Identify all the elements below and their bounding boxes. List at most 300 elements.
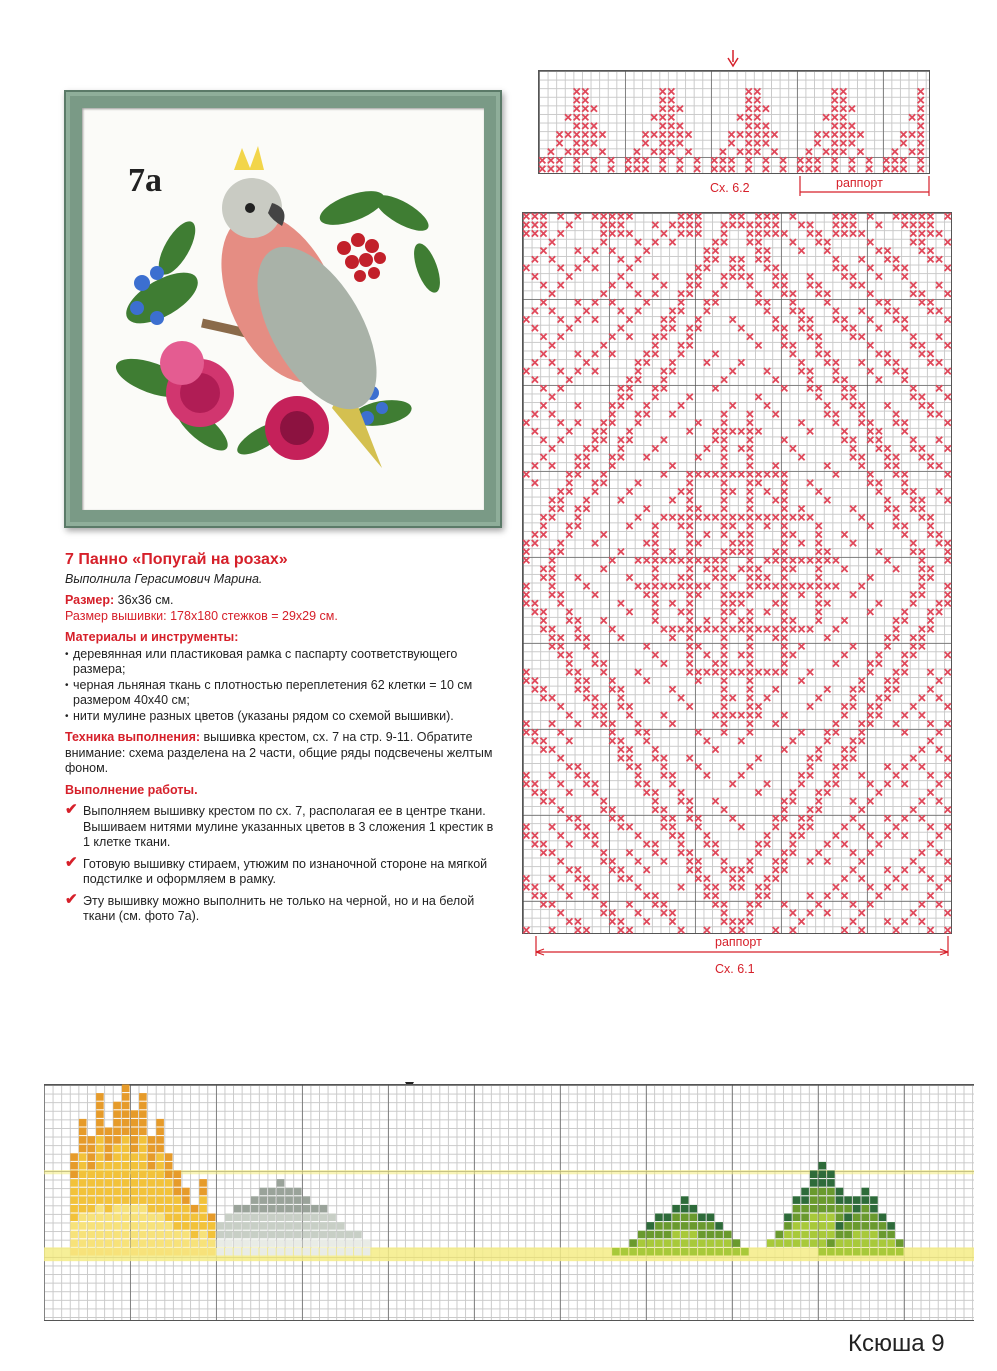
leaf-stitch [647,1231,655,1239]
leaf-stitch [733,1239,741,1247]
flame-stitch [79,1119,87,1127]
flame-stitch [70,1239,78,1247]
flame-stitch [113,1248,121,1256]
list-item: • деревянная или пластиковая рамка с паспарту соответствующего размера; [65,647,501,678]
leaf-stitch [621,1248,629,1256]
stone-stitch [260,1239,268,1247]
flame-stitch [70,1222,78,1230]
leaf-stitch [793,1196,801,1204]
flame-stitch [122,1179,130,1187]
flame-stitch [105,1248,113,1256]
flame-stitch [79,1136,87,1144]
flame-stitch [174,1214,182,1222]
stone-stitch [320,1222,328,1230]
flame-stitch [182,1222,190,1230]
stone-stitch [277,1214,285,1222]
stone-stitch [260,1231,268,1239]
leaf-stitch [844,1239,852,1247]
stone-stitch [242,1214,250,1222]
flame-stitch [79,1162,87,1170]
flame-stitch [174,1205,182,1213]
stone-stitch [251,1239,259,1247]
stone-stitch [268,1196,276,1204]
flame-stitch [139,1231,147,1239]
leaf-stitch [810,1205,818,1213]
leaf-stitch [879,1231,887,1239]
leaf-stitch [827,1222,835,1230]
stone-stitch [260,1188,268,1196]
flame-stitch [182,1188,190,1196]
photo-label: 7a [128,162,162,199]
flame-stitch [148,1171,156,1179]
flame-stitch [122,1239,130,1247]
flame-stitch [79,1222,87,1230]
flame-stitch [79,1248,87,1256]
stone-stitch [260,1205,268,1213]
leaf-stitch [690,1222,698,1230]
flame-stitch [156,1239,164,1247]
flame-stitch [88,1171,96,1179]
leaf-stitch [690,1239,698,1247]
flame-stitch [105,1179,113,1187]
flame-stitch [148,1162,156,1170]
leaf-stitch [819,1162,827,1170]
leaf-stitch [827,1214,835,1222]
leaf-stitch [827,1196,835,1204]
stone-stitch [311,1222,319,1230]
stone-stitch [320,1239,328,1247]
flame-stitch [88,1153,96,1161]
leaf-stitch [664,1239,672,1247]
chart-6-1-repeat-label: раппорт [715,935,762,949]
leaf-stitch [707,1239,715,1247]
stone-stitch [277,1239,285,1247]
stone-stitch [328,1222,336,1230]
flame-stitch [139,1145,147,1153]
leaf-stitch [715,1222,723,1230]
flame-stitch [96,1239,104,1247]
leaf-stitch [819,1231,827,1239]
stone-stitch [294,1222,302,1230]
leaf-stitch [784,1222,792,1230]
stone-stitch [303,1214,311,1222]
flame-stitch [174,1179,182,1187]
stone-stitch [217,1239,225,1247]
flame-stitch [113,1179,121,1187]
flame-stitch [131,1205,139,1213]
leaf-stitch [810,1239,818,1247]
flame-stitch [139,1205,147,1213]
stone-stitch [268,1188,276,1196]
leaf-stitch [629,1248,637,1256]
flame-stitch [191,1222,199,1230]
flame-stitch [122,1119,130,1127]
flame-stitch [165,1239,173,1247]
leaf-stitch [862,1205,870,1213]
flame-stitch [174,1196,182,1204]
leaf-stitch [887,1239,895,1247]
flame-stitch [96,1205,104,1213]
flame-stitch [88,1239,96,1247]
work-heading: Выполнение работы. [65,782,198,797]
flame-stitch [156,1222,164,1230]
leaf-stitch [655,1248,663,1256]
flame-stitch [148,1188,156,1196]
leaf-stitch [698,1231,706,1239]
flame-stitch [165,1222,173,1230]
stone-stitch [251,1205,259,1213]
flame-stitch [113,1171,121,1179]
leaf-stitch [819,1171,827,1179]
leaf-stitch [827,1179,835,1187]
flame-stitch [191,1205,199,1213]
flame-stitch [148,1248,156,1256]
flame-stitch [199,1222,207,1230]
flame-stitch [122,1110,130,1118]
flame-stitch [165,1188,173,1196]
stone-stitch [328,1248,336,1256]
leaf-stitch [664,1222,672,1230]
stone-stitch [242,1205,250,1213]
stone-stitch [277,1222,285,1230]
flame-stitch [122,1085,130,1093]
stone-stitch [346,1231,354,1239]
flame-stitch [88,1179,96,1187]
chart-6-2-repeat-label: раппорт [836,176,883,190]
leaf-stitch [853,1231,861,1239]
leaf-stitch [681,1231,689,1239]
flame-stitch [113,1196,121,1204]
leaf-stitch [844,1231,852,1239]
stone-stitch [285,1188,293,1196]
leaf-stitch [715,1239,723,1247]
flame-stitch [156,1162,164,1170]
stone-stitch [285,1231,293,1239]
flame-stitch [88,1145,96,1153]
stone-stitch [260,1222,268,1230]
stone-stitch [268,1239,276,1247]
stone-stitch [217,1231,225,1239]
leaf-stitch [784,1231,792,1239]
leaf-stitch [810,1171,818,1179]
flame-stitch [88,1205,96,1213]
stone-stitch [303,1196,311,1204]
flame-stitch [165,1153,173,1161]
flame-stitch [131,1128,139,1136]
leaf-stitch [715,1248,723,1256]
flame-stitch [199,1205,207,1213]
stone-stitch [285,1239,293,1247]
flame-stitch [174,1239,182,1247]
flame-stitch [70,1179,78,1187]
flame-stitch [156,1145,164,1153]
leaf-stitch [819,1214,827,1222]
flame-stitch [165,1179,173,1187]
flame-stitch [122,1205,130,1213]
flame-stitch [156,1196,164,1204]
stone-stitch [242,1231,250,1239]
flame-stitch [156,1205,164,1213]
flame-stitch [105,1214,113,1222]
flame-stitch [148,1196,156,1204]
flame-stitch [70,1214,78,1222]
leaf-stitch [724,1239,732,1247]
leaf-stitch [819,1248,827,1256]
stone-stitch [225,1231,233,1239]
leaf-stitch [853,1196,861,1204]
stone-stitch [268,1205,276,1213]
leaf-stitch [638,1239,646,1247]
check-icon: ✔ [65,801,78,818]
leaf-stitch [801,1239,809,1247]
leaf-stitch [879,1222,887,1230]
leaf-stitch [681,1196,689,1204]
leaf-stitch [836,1231,844,1239]
flame-stitch [156,1128,164,1136]
flame-stitch [113,1214,121,1222]
flame-stitch [79,1196,87,1204]
leaf-stitch [853,1214,861,1222]
flame-stitch [88,1231,96,1239]
leaf-stitch [681,1222,689,1230]
stone-stitch [268,1248,276,1256]
flame-stitch [139,1248,147,1256]
flame-stitch [88,1248,96,1256]
leaf-stitch [801,1196,809,1204]
flame-stitch [139,1093,147,1101]
leaf-stitch [810,1231,818,1239]
technique-label: Техника выполнения: [65,730,201,744]
flame-stitch [148,1239,156,1247]
technique-text: вышивка крестом, сх. 7 на стр. 9-11. Обратите внимание: схема разделена на 2 части, общие ряды подсвечены желтым фоном. [65,730,493,775]
flame-stitch [174,1188,182,1196]
flame-stitch [199,1239,207,1247]
leaf-stitch [672,1239,680,1247]
flame-stitch [148,1153,156,1161]
flame-stitch [88,1196,96,1204]
flame-stitch [131,1188,139,1196]
step-text: Готовую вышивку стираем, утюжим по изнаночной стороне на мягкой подстилке и оформляем в рамку. [83,856,488,886]
stone-stitch [285,1214,293,1222]
leaf-stitch [896,1239,904,1247]
flame-stitch [139,1162,147,1170]
leaf-stitch [690,1231,698,1239]
leaf-stitch [664,1214,672,1222]
leaf-stitch [638,1248,646,1256]
stone-stitch [320,1214,328,1222]
flame-stitch [156,1136,164,1144]
stone-stitch [337,1231,345,1239]
leaf-stitch [647,1248,655,1256]
stone-stitch [268,1222,276,1230]
stone-stitch [234,1248,242,1256]
flame-stitch [122,1214,130,1222]
flame-stitch [113,1188,121,1196]
flame-stitch [122,1196,130,1204]
leaf-stitch [784,1214,792,1222]
stone-stitch [337,1248,345,1256]
leaf-stitch [655,1231,663,1239]
leaf-stitch [862,1248,870,1256]
leaf-stitch [655,1222,663,1230]
flame-stitch [113,1205,121,1213]
stone-stitch [311,1214,319,1222]
flame-stitch [148,1145,156,1153]
flame-stitch [122,1171,130,1179]
flame-stitch [199,1231,207,1239]
stone-stitch [234,1222,242,1230]
leaf-stitch [853,1222,861,1230]
flame-stitch [139,1188,147,1196]
flame-stitch [156,1248,164,1256]
stone-stitch [303,1248,311,1256]
leaf-stitch [862,1222,870,1230]
flame-stitch [131,1248,139,1256]
leaf-stitch [853,1239,861,1247]
flame-stitch [191,1214,199,1222]
stone-stitch [320,1248,328,1256]
leaf-stitch [862,1214,870,1222]
flame-stitch [182,1214,190,1222]
leaf-stitch [655,1239,663,1247]
leaf-stitch [819,1196,827,1204]
flame-stitch [165,1214,173,1222]
flame-stitch [122,1248,130,1256]
flame-stitch [131,1136,139,1144]
flame-stitch [139,1222,147,1230]
flame-stitch [79,1214,87,1222]
leaf-stitch [707,1231,715,1239]
flame-stitch [139,1171,147,1179]
flame-stitch [139,1128,147,1136]
flame-stitch [208,1231,216,1239]
check-icon: ✔ [65,853,78,871]
flame-stitch [122,1093,130,1101]
flame-stitch [131,1214,139,1222]
article-title: 7 Панно «Попугай на розах» [65,551,288,568]
leaf-stitch [896,1248,904,1256]
stone-stitch [260,1214,268,1222]
flame-stitch [113,1136,121,1144]
flame-stitch [122,1136,130,1144]
leaf-stitch [733,1248,741,1256]
leaf-stitch [827,1231,835,1239]
flame-stitch [174,1248,182,1256]
leaf-stitch [836,1222,844,1230]
flame-stitch [96,1145,104,1153]
leaf-stitch [870,1231,878,1239]
flame-stitch [113,1231,121,1239]
flame-stitch [131,1145,139,1153]
stone-stitch [277,1248,285,1256]
leaf-stitch [672,1214,680,1222]
flame-stitch [113,1162,121,1170]
flame-stitch [70,1171,78,1179]
stone-stitch [285,1248,293,1256]
flame-stitch [96,1162,104,1170]
stone-stitch [346,1248,354,1256]
flame-stitch [70,1196,78,1204]
stone-stitch [363,1248,371,1256]
leaf-stitch [793,1214,801,1222]
flame-stitch [96,1102,104,1110]
flame-stitch [165,1205,173,1213]
flame-stitch [105,1196,113,1204]
leaf-stitch [612,1248,620,1256]
stone-stitch [337,1222,345,1230]
leaf-stitch [827,1248,835,1256]
leaf-stitch [887,1231,895,1239]
check-icon: ✔ [65,890,78,908]
leaf-stitch [810,1179,818,1187]
stone-stitch [242,1239,250,1247]
stone-stitch [311,1231,319,1239]
leaf-stitch [647,1222,655,1230]
stone-stitch [294,1231,302,1239]
flame-stitch [70,1162,78,1170]
materials-heading: Материалы и инструменты: [65,630,239,644]
flame-stitch [79,1205,87,1213]
leaf-stitch [827,1239,835,1247]
stone-stitch [251,1214,259,1222]
flame-stitch [182,1196,190,1204]
leaf-stitch [819,1239,827,1247]
stone-stitch [294,1188,302,1196]
flame-stitch [88,1222,96,1230]
stone-stitch [285,1196,293,1204]
stone-stitch [225,1214,233,1222]
flame-stitch [139,1136,147,1144]
leaf-stitch [870,1239,878,1247]
stone-stitch [285,1205,293,1213]
flame-stitch [165,1196,173,1204]
flame-stitch [105,1239,113,1247]
flame-stitch [122,1128,130,1136]
leaf-stitch [870,1214,878,1222]
stone-stitch [251,1222,259,1230]
flame-stitch [139,1110,147,1118]
leaf-stitch [681,1248,689,1256]
leaf-stitch [672,1205,680,1213]
flame-stitch [113,1102,121,1110]
leaf-stitch [664,1231,672,1239]
stone-stitch [320,1205,328,1213]
leaf-stitch [741,1248,749,1256]
leaf-stitch [887,1248,895,1256]
stone-stitch [320,1231,328,1239]
flame-stitch [96,1179,104,1187]
flame-stitch [79,1188,87,1196]
flame-stitch [156,1119,164,1127]
flame-stitch [131,1119,139,1127]
flame-stitch [79,1179,87,1187]
flame-stitch [122,1153,130,1161]
leaf-stitch [819,1205,827,1213]
flame-stitch [79,1239,87,1247]
leaf-stitch [690,1248,698,1256]
flame-stitch [139,1102,147,1110]
stone-stitch [328,1214,336,1222]
size-label: Размер: [65,593,115,607]
flame-stitch [191,1231,199,1239]
stone-stitch [277,1205,285,1213]
leaf-stitch [836,1239,844,1247]
stone-stitch [242,1222,250,1230]
leaf-stitch [844,1248,852,1256]
stone-stitch [277,1188,285,1196]
leaf-stitch [810,1222,818,1230]
stone-stitch [225,1222,233,1230]
